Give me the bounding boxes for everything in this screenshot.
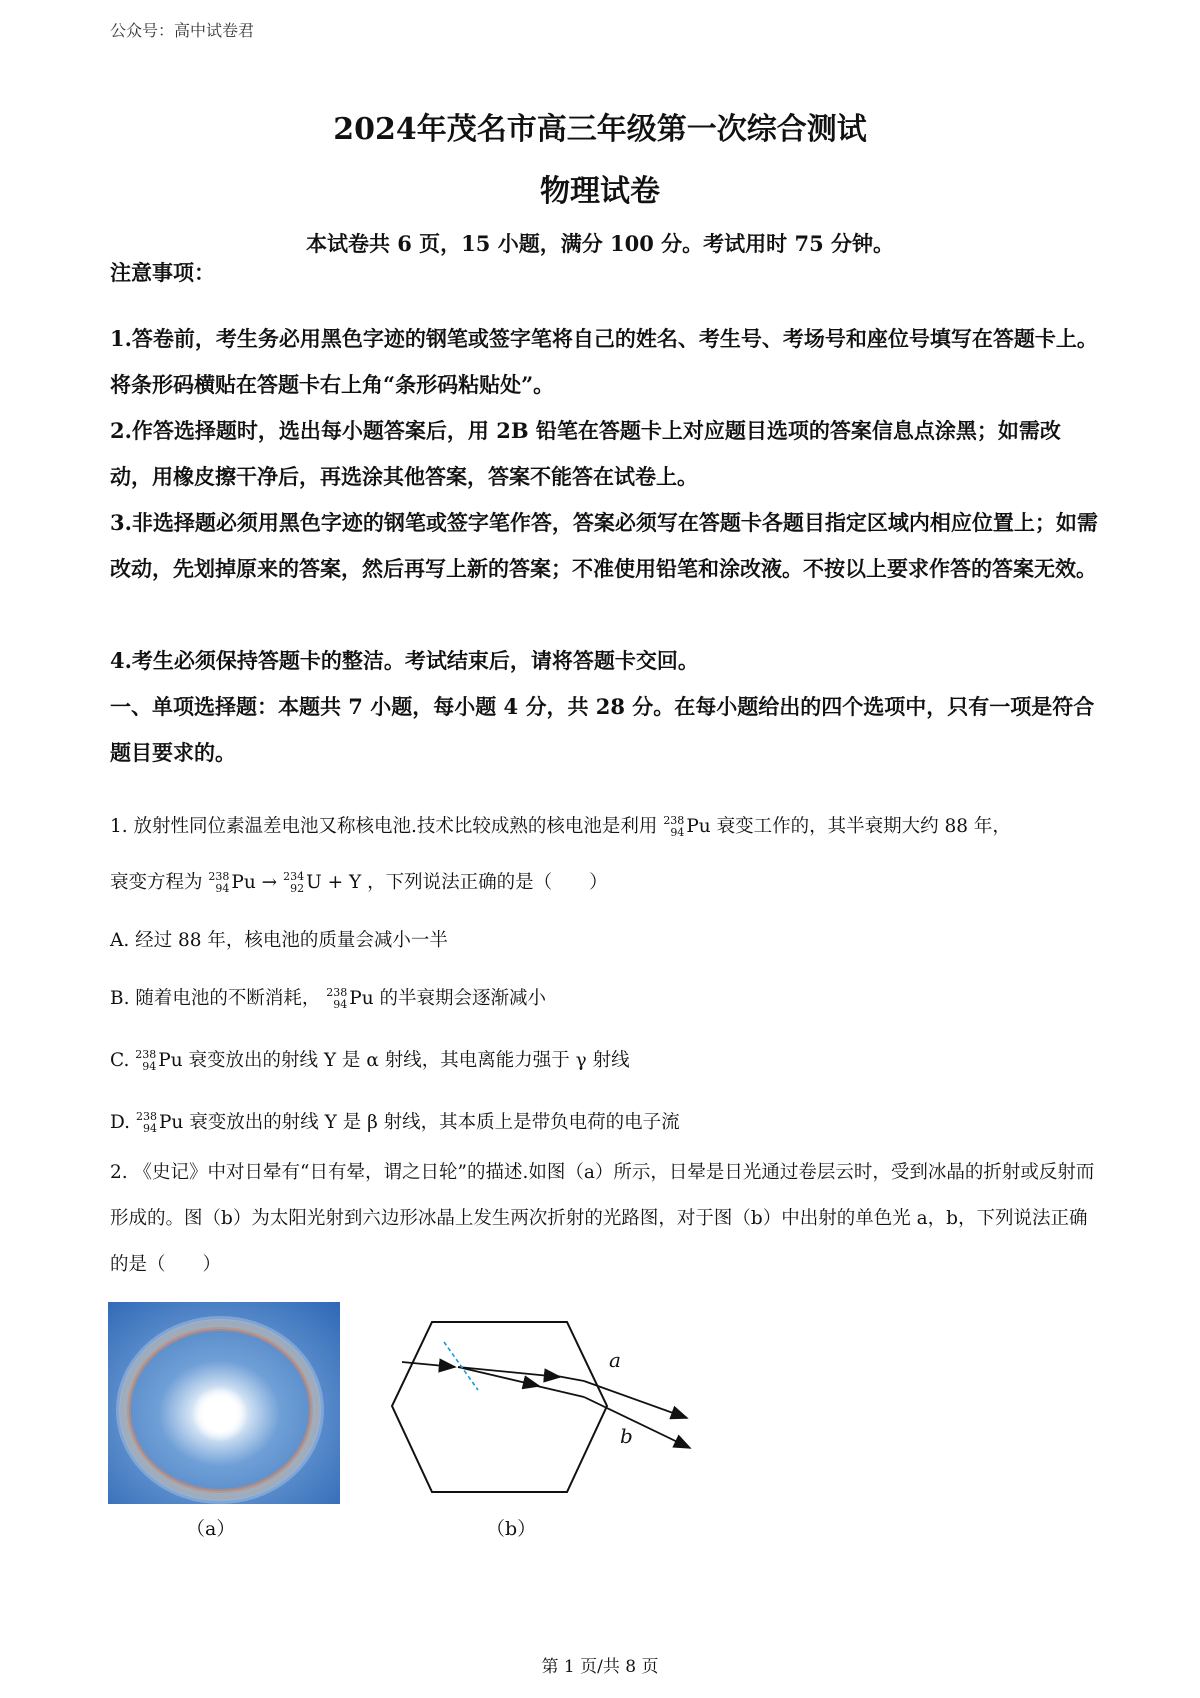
ice-crystal-hexagon [392, 1322, 607, 1492]
pu-nuclide: 238 94 [663, 814, 685, 839]
notice-heading: 注意事项： [110, 260, 215, 285]
sun-halo-image [108, 1302, 340, 1504]
notice-item-4: 4.考生必须保持答题卡的整洁。考试结束后，请将答题卡交回。 [110, 648, 699, 673]
notice-item-2: 2.作答选择题时，选出每小题答案后，用 2B 铅笔在答题卡上对应题目选项的答案信息点涂黑；如需改动，用橡皮擦干净后，再选涂其他答案，答案不能答在试卷上。 [110, 418, 1061, 489]
q1-line1: 1. 放射性同位素温差电池又称核电池.技术比较成熟的核电池是利用 238 94 Pu 衰变工作的，其半衰期大约 88 年， [110, 814, 1011, 839]
notice-item-1: 1.答卷前，考生务必用黑色字迹的钢笔或签字笔将自己的姓名、考生号、考场号和座位号填写在答题卡上。将条形码横贴在答题卡右上角“条形码粘贴处”。 [110, 326, 1098, 397]
exam-meta: 本试卷共 6 页，15 小题，满分 100 分。考试用时 75 分钟。 [305, 231, 895, 256]
fig-a-caption: （a） [186, 1518, 236, 1540]
notice-item-3: 3.非选择题必须用黑色字迹的钢笔或签字笔作答，答案必须写在答题卡各题目指定区域内相应位置上；如需改动，先划掉原来的答案，然后再写上新的答案；不准使用铅笔和涂改液。不按以上要求作答的答案无效。 [110, 510, 1098, 581]
q1-stem-c: 衰变方程为 [110, 872, 203, 893]
q1-stem-b: 衰变工作的，其半衰期大约 88 年， [716, 816, 1011, 837]
exam-subject: 物理试卷 [540, 174, 660, 209]
q1-stem-a: 1. 放射性同位素温差电池又称核电池.技术比较成熟的核电池是利用 [110, 816, 658, 837]
q1-option-c: C. 238 94 Pu 衰变放出的射线 Y 是 α 射线，其电离能力强于 γ 射线 [110, 1048, 630, 1073]
ray-a-line [584, 1381, 687, 1418]
q2-stem: 2. 《史记》中对日晕有“日有晕，谓之日轮”的描述.如图（a）所示，日晕是日光通过卷层云时，受到冰晶的折射或反射而形成的。图（b）为太阳光射到六边形冰晶上发生两次折射的光路图，对于图（b）中出射的单色光 a，b，下列说法正确的是（ ） [110, 1162, 1095, 1275]
ray-b-label: b [620, 1424, 633, 1448]
hexagon-diagram [362, 1300, 702, 1510]
hexagon-ray-svg [362, 1300, 702, 1510]
decay-arrow: → [261, 872, 278, 893]
q1-option-a: A. 经过 88 年，核电池的质量会减小一半 [110, 930, 448, 951]
ray-a-label: a [609, 1348, 621, 1372]
page-footer: 第 1 页/共 8 页 [541, 1657, 659, 1677]
q1-option-b: B. 随着电池的不断消耗， 238 94 Pu 的半衰期会逐渐减小 [110, 986, 547, 1011]
q1-line2: 衰变方程为 238 94 Pu → 234 92 U + Y ，下列说法正确的是（ ） [110, 870, 608, 895]
q1-stem-d: ，下列说法正确的是（ ） [367, 872, 608, 893]
section1-heading: 一、单项选择题：本题共 7 小题，每小题 4 分，共 28 分。在每小题给出的四个选项中，只有一项是符合题目要求的。 [110, 694, 1095, 765]
sun-halo-svg [108, 1302, 340, 1504]
u-nuclide: 234 92 [283, 870, 305, 895]
fig-b-caption: （b） [486, 1518, 537, 1540]
exam-title: 2024年茂名市高三年级第一次综合测试 [333, 112, 867, 147]
watermark-text: 公众号：高中试卷君 [110, 21, 255, 40]
q1-option-d: D. 238 94 Pu 衰变放出的射线 Y 是 β 射线，其本质上是带负电荷的电子流 [110, 1110, 680, 1135]
